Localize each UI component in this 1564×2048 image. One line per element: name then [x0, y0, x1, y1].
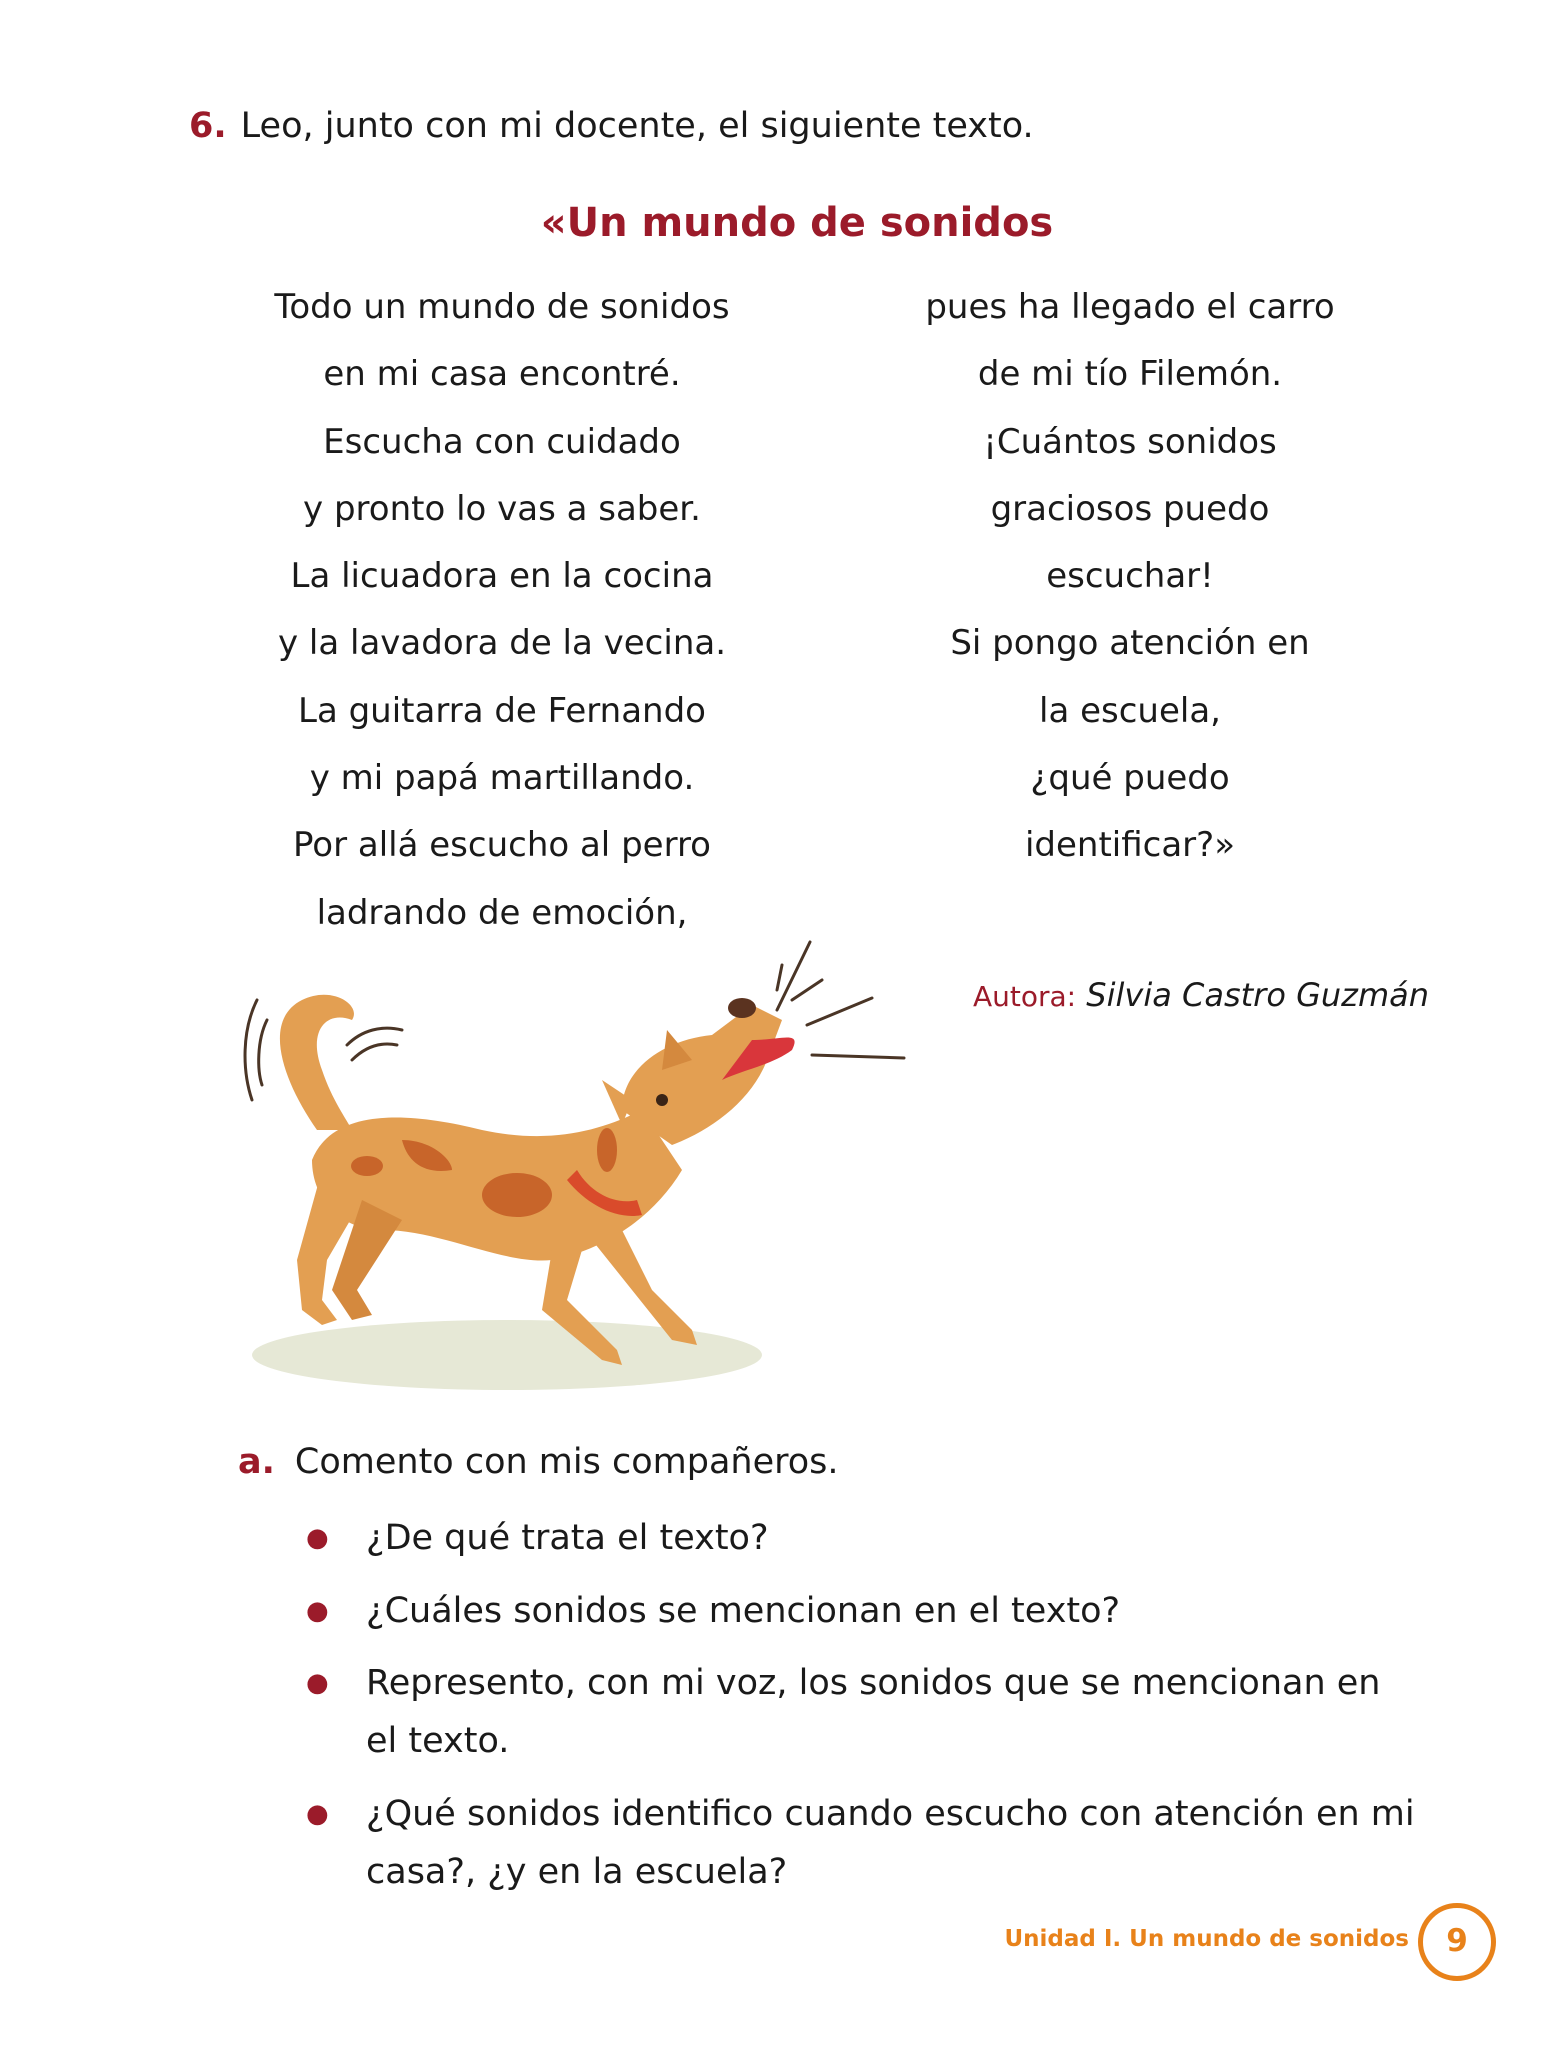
question-item: ● Represento, con mi voz, los sonidos que se mencionan en el texto. [306, 1654, 1416, 1770]
activity-text: Comento con mis compañeros. [294, 1442, 839, 1482]
poem-line: Por allá escucho al perro [293, 825, 711, 866]
question-item: ● ¿De qué trata el texto? [306, 1509, 1416, 1567]
bullet-icon: ● [306, 1668, 329, 1698]
poem-line: escuchar! [1046, 556, 1214, 597]
page-number: 9 [1418, 1903, 1496, 1981]
barking-dog-illustration [222, 930, 922, 1400]
poem-right-column [850, 283, 1410, 889]
poem-line: en mi casa encontré. [323, 354, 681, 395]
poem-line: Si pongo atención en [950, 623, 1310, 664]
bullet-icon: ● [306, 1523, 329, 1553]
poem-line: pues ha llegado el carro [925, 287, 1335, 327]
author-label: Autora: [973, 980, 1077, 1013]
poem-line: graciosos puedo [990, 488, 1270, 529]
poem-line: y mi papá martillando. [309, 758, 695, 799]
poem-line: La licuadora en la cocina [290, 556, 714, 597]
instruction-number: 6. [189, 106, 227, 146]
bullet-icon: ● [306, 1799, 329, 1829]
poem-line: ¿qué puedo [1030, 758, 1230, 799]
poem-line: Escucha con cuidado [323, 421, 681, 462]
poem-line: ¡Cuántos sonidos [983, 421, 1277, 462]
poem-line: La guitarra de Fernando [298, 690, 706, 731]
activity-letter: a. [238, 1442, 275, 1482]
author-name: Silvia Castro Guzmán [1086, 976, 1430, 1014]
poem-line: de mi tío Filemón. [977, 354, 1283, 395]
bullet-icon: ● [306, 1596, 329, 1626]
instruction-text: Leo, junto con mi docente, el siguiente texto. [240, 106, 1034, 146]
question-item: ● ¿Cuáles sonidos se mencionan en el texto? [306, 1582, 1416, 1640]
poem-line: ladrando de emoción, [316, 892, 688, 933]
poem-line: y pronto lo vas a saber. [303, 488, 701, 529]
activity-a [238, 1442, 839, 1482]
poem-line: Todo un mundo de sonidos [274, 287, 730, 327]
poem-line: y la lavadora de la vecina. [277, 623, 727, 664]
poem-left-column [222, 283, 782, 956]
instruction-6 [189, 106, 1034, 146]
question-item: ● ¿Qué sonidos identifico cuando escucho con atención en mi casa?, ¿y en la escuela? [306, 1785, 1416, 1901]
poem-line: identificar?» [1024, 825, 1236, 866]
poem-author [973, 976, 1429, 1014]
footer-unit-title: Unidad I. Un mundo de sonidos [1004, 1926, 1409, 1952]
poem-title: «Un mundo de sonidos [540, 200, 1054, 246]
poem-line: la escuela, [1039, 690, 1221, 731]
